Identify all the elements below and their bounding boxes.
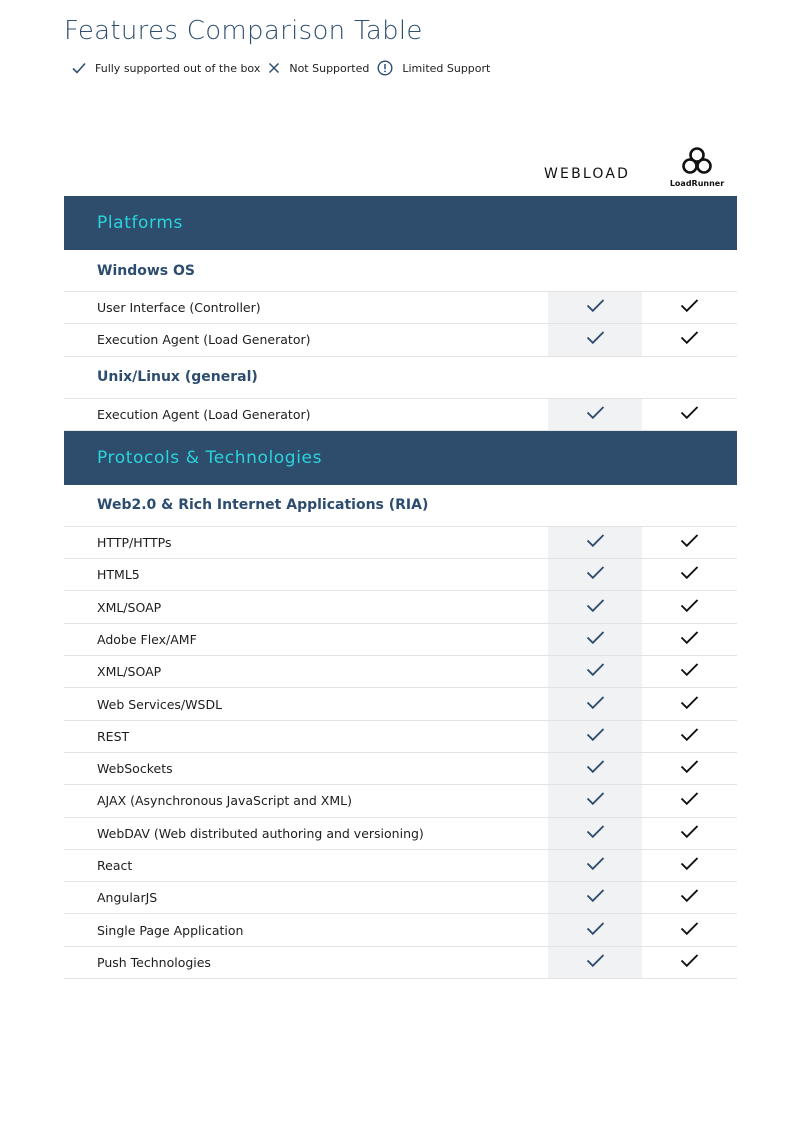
webload-cell bbox=[548, 624, 642, 655]
webload-cell bbox=[548, 914, 642, 945]
legend-item-not-supported bbox=[268, 62, 369, 75]
comparison-table bbox=[64, 196, 737, 979]
table-row bbox=[64, 656, 737, 688]
loadrunner-logo bbox=[668, 146, 726, 188]
table-row bbox=[64, 947, 737, 979]
feature-label: Execution Agent (Load Generator) bbox=[97, 332, 311, 348]
webload-cell bbox=[548, 850, 642, 881]
table-row bbox=[64, 818, 737, 850]
legend bbox=[72, 58, 498, 78]
webload-cell bbox=[548, 688, 642, 719]
check-icon bbox=[586, 953, 605, 972]
check-icon bbox=[680, 298, 699, 317]
loadrunner-cell bbox=[642, 624, 736, 655]
check-icon bbox=[680, 727, 699, 746]
check-icon bbox=[586, 330, 605, 349]
loadrunner-cell bbox=[642, 914, 736, 945]
check-icon bbox=[586, 759, 605, 778]
exclamation-circle-icon bbox=[377, 60, 393, 76]
table-row bbox=[64, 324, 737, 356]
feature-label: AJAX (Asynchronous JavaScript and XML) bbox=[97, 793, 352, 809]
table-row bbox=[64, 624, 737, 656]
loadrunner-cell bbox=[642, 850, 736, 881]
webload-cell bbox=[548, 292, 642, 323]
group-header: Unix/Linux (general) bbox=[64, 357, 737, 399]
table-row bbox=[64, 292, 737, 324]
check-icon bbox=[680, 662, 699, 681]
table-row bbox=[64, 591, 737, 623]
webload-cell bbox=[548, 324, 642, 355]
loadrunner-cell bbox=[642, 656, 736, 687]
check-icon bbox=[72, 62, 86, 74]
table-row bbox=[64, 721, 737, 753]
check-icon bbox=[680, 405, 699, 424]
table-row bbox=[64, 914, 737, 946]
cross-icon bbox=[268, 62, 280, 74]
loadrunner-cell bbox=[642, 688, 736, 719]
webload-cell bbox=[548, 818, 642, 849]
legend-item-supported bbox=[72, 62, 260, 75]
table-row bbox=[64, 882, 737, 914]
table-row bbox=[64, 527, 737, 559]
feature-label: REST bbox=[97, 728, 130, 744]
feature-label: Single Page Application bbox=[97, 922, 244, 938]
loadrunner-cell bbox=[642, 559, 736, 590]
feature-label: Adobe Flex/AMF bbox=[97, 631, 197, 647]
feature-label: User Interface (Controller) bbox=[97, 300, 261, 316]
check-icon bbox=[586, 695, 605, 714]
check-icon bbox=[680, 565, 699, 584]
table-row bbox=[64, 785, 737, 817]
feature-label: XML/SOAP bbox=[97, 664, 162, 680]
check-icon bbox=[586, 598, 605, 617]
loadrunner-cell bbox=[642, 785, 736, 816]
check-icon bbox=[680, 598, 699, 617]
check-icon bbox=[586, 565, 605, 584]
check-icon bbox=[680, 921, 699, 940]
page-title: Features Comparison Table bbox=[64, 16, 423, 46]
check-icon bbox=[680, 330, 699, 349]
feature-label: WebDAV (Web distributed authoring and versioning) bbox=[97, 825, 424, 841]
loadrunner-cell bbox=[642, 591, 736, 622]
legend-item-limited bbox=[377, 60, 490, 76]
webload-cell bbox=[548, 656, 642, 687]
feature-label: HTTP/HTTPs bbox=[97, 535, 172, 551]
webload-cell bbox=[548, 753, 642, 784]
feature-label: Web Services/WSDL bbox=[97, 696, 223, 712]
feature-label: React bbox=[97, 858, 133, 873]
section-header: Platforms bbox=[64, 196, 737, 250]
check-icon bbox=[680, 791, 699, 810]
feature-label: Execution Agent (Load Generator) bbox=[97, 406, 311, 422]
feature-label: HTML5 bbox=[97, 567, 140, 583]
check-icon bbox=[586, 727, 605, 746]
table-row bbox=[64, 559, 737, 591]
check-icon bbox=[680, 953, 699, 972]
check-icon bbox=[680, 824, 699, 843]
loadrunner-cell bbox=[642, 527, 736, 558]
table-row bbox=[64, 850, 737, 882]
legend-label: Fully supported out of the box bbox=[95, 61, 261, 75]
check-icon bbox=[586, 791, 605, 810]
webload-cell bbox=[548, 947, 642, 978]
check-icon bbox=[586, 888, 605, 907]
loadrunner-cell bbox=[642, 721, 736, 752]
loadrunner-cell bbox=[642, 324, 736, 355]
webload-cell bbox=[548, 399, 642, 430]
check-icon bbox=[680, 630, 699, 649]
webload-cell bbox=[548, 882, 642, 913]
check-icon bbox=[680, 856, 699, 875]
webload-cell bbox=[548, 527, 642, 558]
legend-label: Not Supported bbox=[289, 61, 370, 75]
section-header: Protocols & Technologies bbox=[64, 431, 737, 485]
table-row bbox=[64, 399, 737, 431]
webload-cell bbox=[548, 559, 642, 590]
feature-label: WebSockets bbox=[97, 761, 173, 777]
check-icon bbox=[586, 824, 605, 843]
webload-cell bbox=[548, 785, 642, 816]
table-row bbox=[64, 688, 737, 720]
check-icon bbox=[586, 630, 605, 649]
check-icon bbox=[586, 856, 605, 875]
loadrunner-cell bbox=[642, 292, 736, 323]
webload-cell bbox=[548, 591, 642, 622]
loadrunner-cell bbox=[642, 882, 736, 913]
check-icon bbox=[586, 405, 605, 424]
feature-label: XML/SOAP bbox=[97, 599, 162, 615]
check-icon bbox=[680, 695, 699, 714]
loadrunner-cell bbox=[642, 753, 736, 784]
check-icon bbox=[586, 298, 605, 317]
check-icon bbox=[586, 921, 605, 940]
loadrunner-logo-icon bbox=[680, 146, 714, 176]
webload-cell bbox=[548, 721, 642, 752]
feature-label: Push Technologies bbox=[97, 954, 211, 970]
feature-label: AngularJS bbox=[97, 890, 158, 906]
legend-label: Limited Support bbox=[402, 61, 491, 75]
group-header: Windows OS bbox=[64, 250, 737, 292]
loadrunner-cell bbox=[642, 399, 736, 430]
loadrunner-logo-text: LoadRunner bbox=[669, 179, 725, 188]
table-row bbox=[64, 753, 737, 785]
group-header: Web2.0 & Rich Internet Applications (RIA) bbox=[64, 485, 737, 527]
check-icon bbox=[680, 533, 699, 552]
check-icon bbox=[586, 533, 605, 552]
check-icon bbox=[586, 662, 605, 681]
loadrunner-cell bbox=[642, 818, 736, 849]
webload-logo: WEBLOAD bbox=[544, 166, 631, 182]
check-icon bbox=[680, 888, 699, 907]
loadrunner-cell bbox=[642, 947, 736, 978]
check-icon bbox=[680, 759, 699, 778]
